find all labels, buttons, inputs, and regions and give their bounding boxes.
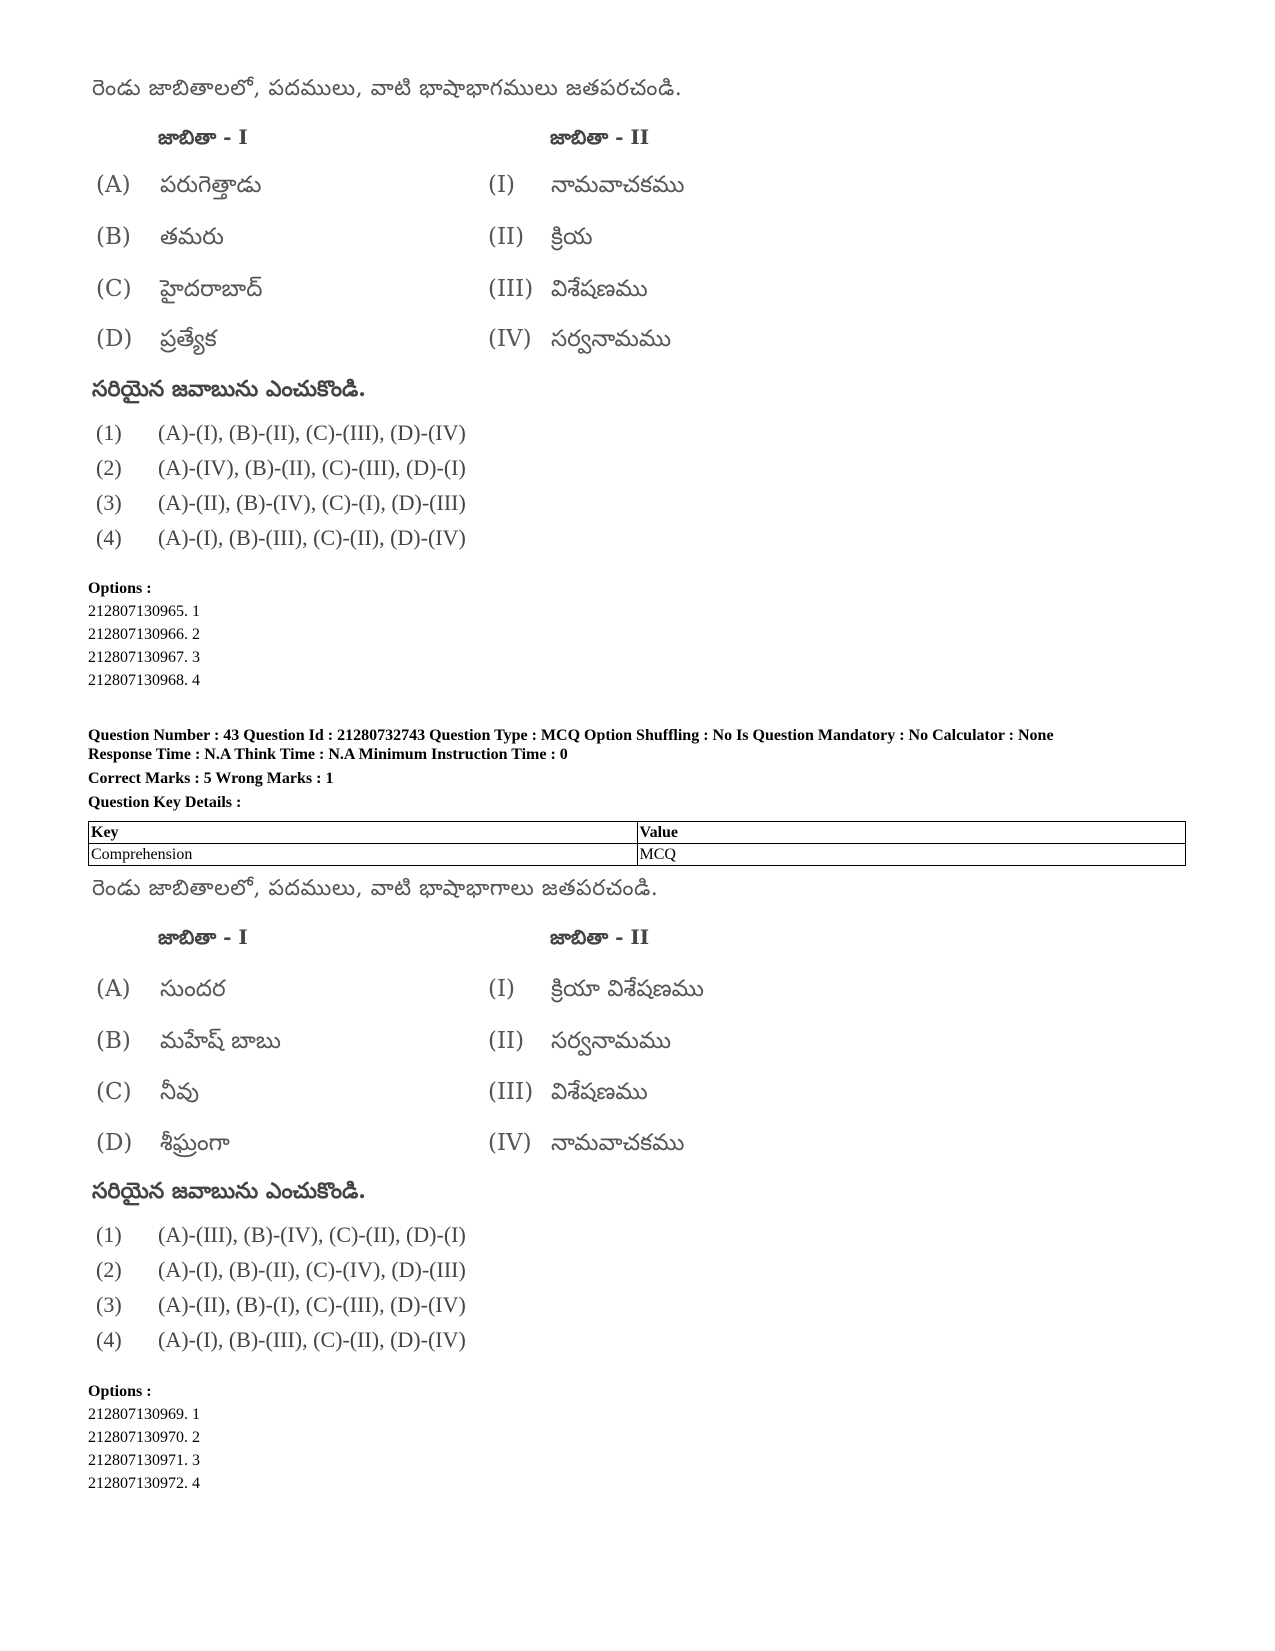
question-meta-line1: Question Number : 43 Question Id : 21280732743 Question Type : MCQ Option Shuffling : No Is Question Mandatory : No Calculator : None [88, 727, 1054, 744]
options-label: Options : [88, 580, 152, 597]
answer-number: (3) [96, 1292, 122, 1317]
question-meta-line2: Response Time : N.A Think Time : N.A Minimum Instruction Time : 0 [88, 746, 568, 763]
row-word: సుందర [160, 976, 226, 1002]
row-right-label: (II) [488, 1028, 525, 1054]
table-row [89, 844, 1186, 866]
row-label: (C) [96, 1079, 132, 1105]
answer-text: (A)-(III), (B)-(IV), (C)-(II), (D)-(I) [158, 1222, 466, 1247]
answer-text: (A)-(II), (B)-(I), (C)-(III), (D)-(IV) [158, 1292, 466, 1317]
match-row [88, 172, 788, 212]
table-header-value: Value [637, 822, 1186, 844]
answer-number: (2) [96, 1257, 122, 1282]
answer-text: (A)-(I), (B)-(III), (C)-(II), (D)-(IV) [158, 525, 466, 550]
answer-text: (A)-(I), (B)-(II), (C)-(III), (D)-(IV) [158, 420, 466, 445]
match-row [88, 1130, 788, 1170]
option-id: 212807130968. 4 [88, 672, 200, 689]
row-label: (B) [96, 224, 131, 250]
question-key-table [88, 821, 1186, 866]
option-id: 212807130970. 2 [88, 1429, 200, 1446]
answer-number: (1) [96, 420, 122, 445]
match-row [88, 276, 788, 316]
row-right-label: (IV) [488, 1130, 532, 1156]
option-id: 212807130967. 3 [88, 649, 200, 666]
match-row [88, 1079, 788, 1119]
option-id: 212807130971. 3 [88, 1452, 200, 1469]
answer-text: (A)-(I), (B)-(III), (C)-(II), (D)-(IV) [158, 1327, 466, 1352]
row-right-word: విశేషణము [551, 1079, 648, 1105]
row-right-word: నామవాచకము [551, 172, 685, 198]
match-row [88, 976, 788, 1016]
answer-number: (3) [96, 490, 122, 515]
row-word: పరుగెత్తాడు [160, 172, 262, 198]
row-right-word: సర్వనామము [551, 326, 672, 352]
answer-text: (A)-(IV), (B)-(II), (C)-(III), (D)-(I) [158, 455, 466, 480]
choose-instruction: సరియైన జవాబును ఎంచుకొండి. [92, 376, 366, 402]
question-image-1 [88, 70, 788, 570]
row-right-label: (III) [488, 1079, 534, 1105]
choose-instruction: సరియైన జవాబును ఎంచుకొండి. [92, 1178, 366, 1204]
table-cell-value: MCQ [637, 844, 1186, 866]
question-marks: Correct Marks : 5 Wrong Marks : 1 [88, 770, 334, 787]
row-word: శీఘ్రంగా [160, 1130, 230, 1156]
row-right-label: (I) [488, 976, 516, 1002]
row-right-word: నామవాచకము [551, 1130, 685, 1156]
match-row [88, 1028, 788, 1068]
row-label: (D) [96, 326, 133, 352]
question-image-2 [88, 872, 788, 1372]
row-label: (C) [96, 276, 132, 302]
list1-header: జాబితా - I [158, 125, 248, 149]
row-right-word: క్రియా విశేషణము [551, 976, 704, 1002]
match-row [88, 326, 788, 366]
row-right-word: విశేషణము [551, 276, 648, 302]
option-id: 212807130969. 1 [88, 1406, 200, 1423]
row-right-label: (III) [488, 276, 534, 302]
list2-header: జాబితా - II [550, 925, 650, 949]
row-right-label: (II) [488, 224, 525, 250]
options-label: Options : [88, 1383, 152, 1400]
answer-text: (A)-(I), (B)-(II), (C)-(IV), (D)-(III) [158, 1257, 466, 1282]
answer-number: (4) [96, 525, 122, 550]
row-label: (A) [96, 172, 131, 198]
row-label: (A) [96, 976, 131, 1002]
row-word: మహేష్ బాబు [160, 1028, 281, 1054]
row-right-label: (I) [488, 172, 516, 198]
table-cell-key: Comprehension [89, 844, 638, 866]
list2-header: జాబితా - II [550, 125, 650, 149]
question-instruction: రెండు జాబితాలలో, పదములు, వాటి భాషాభాగములు జతపరచండి. [92, 76, 683, 101]
table-header-key: Key [89, 822, 638, 844]
question-key-details-label: Question Key Details : [88, 794, 242, 811]
row-word: తమరు [160, 224, 224, 250]
row-right-word: క్రియ [551, 224, 593, 250]
option-id: 212807130965. 1 [88, 603, 200, 620]
row-word: ప్రత్యేక [160, 326, 217, 352]
match-row [88, 224, 788, 264]
question-instruction: రెండు జాబితాలలో, పదములు, వాటి భాషాభాగాలు జతపరచండి. [92, 876, 659, 901]
list1-header: జాబితా - I [158, 925, 248, 949]
row-label: (B) [96, 1028, 131, 1054]
answer-text: (A)-(II), (B)-(IV), (C)-(I), (D)-(III) [158, 490, 466, 515]
option-id: 212807130972. 4 [88, 1475, 200, 1492]
row-label: (D) [96, 1130, 133, 1156]
row-right-word: సర్వనామము [551, 1028, 672, 1054]
option-id: 212807130966. 2 [88, 626, 200, 643]
answer-number: (1) [96, 1222, 122, 1247]
answer-number: (4) [96, 1327, 122, 1352]
row-word: హైదరాబాద్ [160, 276, 263, 302]
row-word: నీవు [160, 1079, 200, 1105]
table-header-row [89, 822, 1186, 844]
answer-number: (2) [96, 455, 122, 480]
row-right-label: (IV) [488, 326, 532, 352]
